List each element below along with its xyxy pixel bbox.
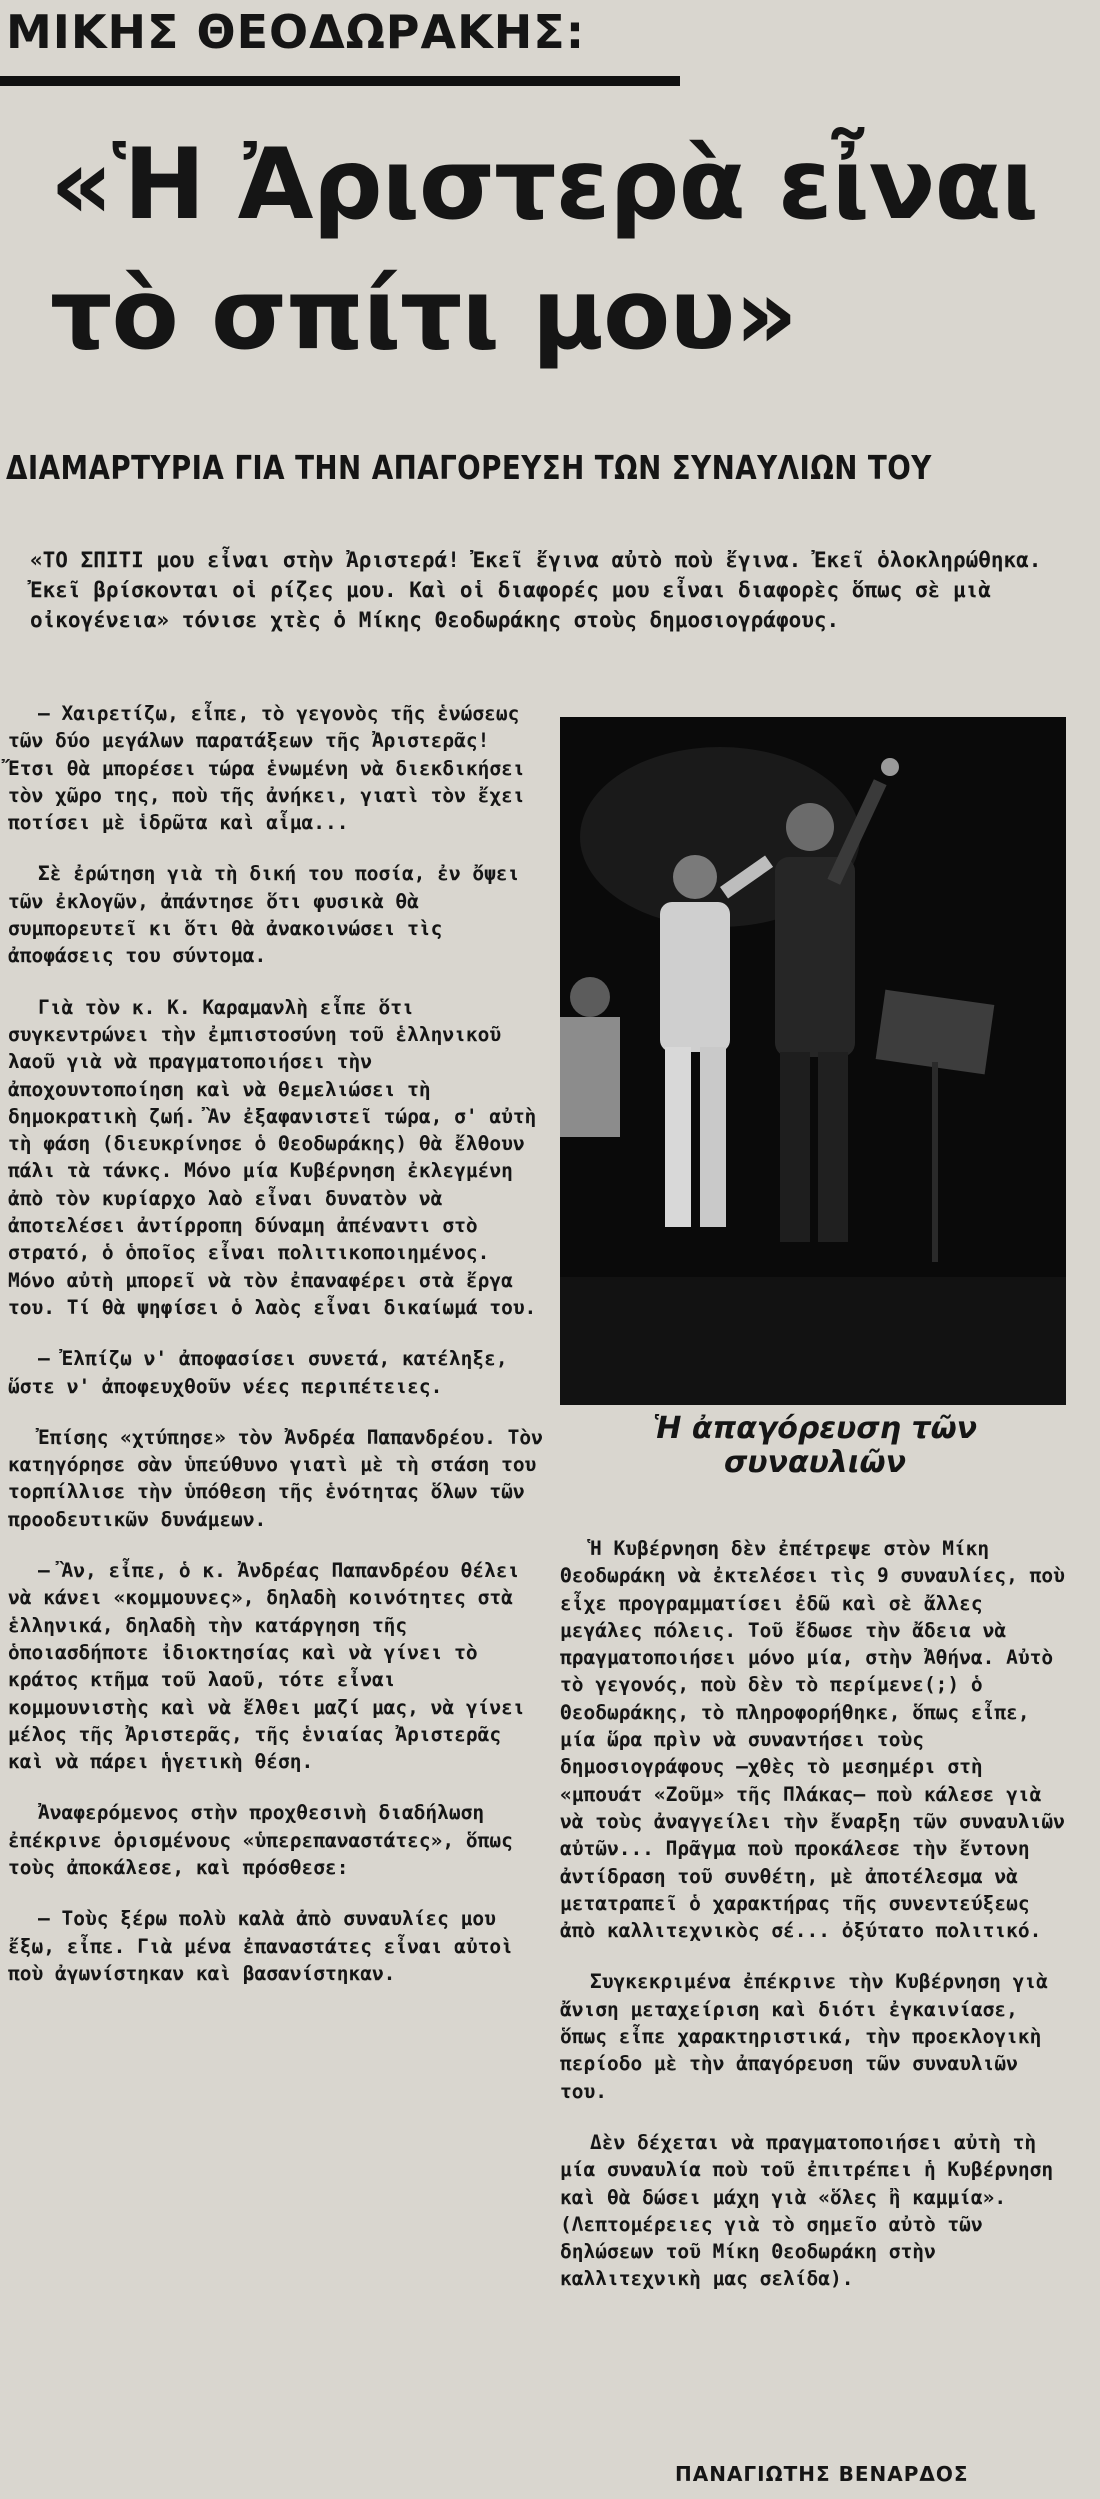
left-paragraph-1: — Χαιρετίζω, εἶπε, τὸ γεγονὸς τῆς ἑνώσεως τῶν δύο μεγάλων παρατάξεων τῆς Ἀριστερᾶς! Ἔτσι θὰ μπορέσει τώρα ἑνωμένη νὰ διεκδικήσει τὸν χῶρο της, ποὺ τῆς ἀνήκει, γιατὶ τὸν ἔχει ποτίσει μὲ ἱδρῶτα καὶ αἷμα... [8, 702, 525, 835]
headline-line-1: «Ἡ Ἀριστερὰ εἶναι [50, 128, 1038, 242]
concert-photo [560, 717, 1066, 1405]
left-paragraph-2: Σὲ ἐρώτηση γιὰ τὴ δική του ποσία, ἐν ὄψει τῶν ἐκλογῶν, ἀπάντησε ὅτι φυσικὰ θὰ συμπορευτεῖ κι ὅτι θὰ ἀνακοινώσει τὶς ἀποφάσεις του σύντομα. [8, 862, 520, 968]
left-paragraph-4: — Ἐλπίζω ν' ἀποφασίσει συνετά, κατέληξε, ὥστε ν' ἀποφευχθοῦν νέες περιπέτειες. [8, 1347, 508, 1398]
author-byline: ΠΑΝΑΓΙΩΤΗΣ ΒΕΝΑΡΔΟΣ [675, 2462, 969, 2486]
left-paragraph-5: Ἐπίσης «χτύπησε» τὸν Ἀνδρέα Παπανδρέου. Τὸν κατηγόρησε σὰν ὑπεύθυνο γιατὶ μὲ τὴ στάση του τορπίλλισε τὴν ὑπόθεση τῆς ἑνότητας ὅλων τῶν προοδευτικῶν δυνάμεων. [8, 1425, 543, 1531]
performer-silhouette-illustration [560, 717, 1066, 1405]
left-paragraph-8: — Τοὺς ξέρω πολὺ καλὰ ἀπὸ συναυλίες μου ἔξω, εἶπε. Γιὰ μένα ἐπαναστάτες εἶναι αὐτοὶ ποὺ ἀγωνίστηκαν καὶ βασανίστηκαν. [8, 1907, 513, 1985]
left-paragraph-6: — Ἂν, εἶπε, ὁ κ. Ἀνδρέας Παπανδρέου θέλει νὰ κάνει «κομμουνες», δηλαδὴ κοινότητες στὰ ἑλληνικά, δηλαδὴ τὴν κατάργηση τῆς ὁποιασδήποτε ἰδιοκτησίας καὶ νὰ γίνει τὸ κράτος κτῆμα τοῦ λαοῦ, τότε εἶναι κομμουνιστὴς καὶ νὰ ἔλθει μαζί μας, νὰ γίνει μέλος τῆς Ἀριστερᾶς, τῆς ἑνιαίας Ἀριστερᾶς καὶ νὰ πάρει ἡγετικὴ θέση. [8, 1559, 525, 1774]
subheadline: ΔΙΑΜΑΡΤΥΡΙΑ ΓΙΑ ΤΗΝ ΑΠΑΓΟΡΕΥΣΗ ΤΩΝ ΣΥΝΑΥΛΙΩΝ ΤΟΥ [6, 448, 932, 487]
right-paragraph-2: Συγκεκριμένα ἐπέκρινε τὴν Κυβέρνηση γιὰ ἄνιση μεταχείριση καὶ διότι ἐγκαινίασε, ὅπως εἶπε χαρακτηριστικά, τὴν προεκλογικὴ περίοδο μὲ τὴν ἀπαγόρευση τῶν συναυλιῶν του. [560, 1970, 1048, 2103]
right-column [560, 1535, 1075, 2317]
right-paragraph-3: Δὲν δέχεται νὰ πραγματοποιήσει αὐτὴ τὴ μία συναυλία ποὺ τοῦ ἐπιτρέπει ἡ Κυβέρνηση καὶ θὰ δώσει μάχη γιὰ «ὅλες ἢ καμμία». (Λεπτομέρειες γιὰ τὸ σημεῖο αὐτὸ τῶν δηλώσεων τοῦ Μίκη Θεοδωράκη στὴν καλλιτεχνικὴ μας σελίδα). [560, 2130, 1054, 2291]
left-paragraph-3: Γιὰ τὸν κ. Κ. Καραμανλὴ εἶπε ὅτι συγκεντρώνει τὴν ἐμπιστοσύνη τοῦ ἑλληνικοῦ λαοῦ γιὰ νὰ πραγματοποιήσει τὴν ἀποχουντοποίηση καὶ νὰ θεμελιώσει τὴ δημοκρατικὴ ζωή. Ἂν ἐξαφανιστεῖ τώρα, σ' αὐτὴ τὴ φάση (διευκρίνησε ὁ Θεοδωράκης) θὰ ἔλθουν πάλι τὰ τάνκς. Μόνο μία Κυβέρνηση ἐκλεγμένη ἀπὸ τὸν κυρίαρχο λαὸ εἶναι δυνατὸν νὰ ἀποτελέσει ἀντίρροπη δύναμη ἀπέναντι στὸ στρατό, ὁ ὁποῖος εἶναι πολιτικοποιημένος. Μόνο αὐτὴ μπορεῖ νὰ τὸν ἐπαναφέρει στὰ ἔργα του. Τί θὰ ψηφίσει ὁ λαὸς εἶναι δικαίωμά του. [8, 995, 537, 1319]
left-column [8, 700, 546, 2011]
headline-line-2: τὸ σπίτι μου» [50, 258, 797, 372]
photo-caption: Ἡ ἀπαγόρευση τῶν συναυλιῶν [652, 1411, 978, 1480]
kicker-underline [0, 76, 680, 86]
lede-paragraph: «ΤΟ ΣΠΙΤΙ μου εἶναι στὴν Ἀριστερά! Ἐκεῖ ἔγινα αὐτὸ ποὺ ἔγινα. Ἐκεῖ ὁλοκληρώθηκα. Ἐκεῖ βρίσκονται οἱ ρίζες μου. Καὶ οἱ διαφορές μου εἶναι διαφορὲς ὅπως σὲ μιὰ οἰκογένεια» τόνισε χτὲς ὁ Μίκης Θεοδωράκης στοὺς δημοσιογράφους. [30, 548, 1042, 632]
right-paragraph-1: Ἡ Κυβέρνηση δὲν ἐπέτρεψε στὸν Μίκη Θεοδωράκη νὰ ἐκτελέσει τὶς 9 συναυλίες, ποὺ εἶχε προγραμματίσει ἐδῶ καὶ σὲ ἄλλες μεγάλες πόλεις. Τοῦ ἔδωσε τὴν ἄδεια νὰ πραγματοποιήσει μόνο μία, στὴν Ἀθήνα. Αὐτὸ τὸ γεγονός, ποὺ δὲν τὸ περίμενε(;) ὁ Θεοδωράκης, τὸ πληροφορήθηκε, ὅπως εἶπε, μία ὥρα πρὶν νὰ συναντήσει τοὺς δημοσιογράφους —χθὲς τὸ μεσημέρι στὴ «μπουάτ «Ζοῦμ» τῆς Πλάκας— ποὺ κάλεσε γιὰ νὰ τοὺς ἀναγγείλει τὴν ἔναρξη τῶν συναυλιῶν αὐτῶν... Πρᾶγμα ποὺ προκάλεσε τὴν ἔντονη ἀντίδραση τοῦ συνθέτη, μὲ ἀποτέλεσμα νὰ μετατραπεῖ ὁ χαρακτήρας τῆς συνεντεύξεως ἀπὸ καλλιτεχνικὸς σέ... ὀξύτατο πολιτικό. [560, 1537, 1065, 1943]
kicker-name: ΜΙΚΗΣ ΘΕΟΔΩΡΑΚΗΣ: [6, 5, 586, 59]
left-paragraph-7: Ἀναφερόμενος στὴν προχθεσινὴ διαδήλωση ἐπέκρινε ὁρισμένους «ὑπερεπαναστάτες», ὅπως τοὺς ἀποκάλεσε, καὶ πρόσθεσε: [8, 1801, 513, 1879]
headline [50, 120, 1038, 380]
